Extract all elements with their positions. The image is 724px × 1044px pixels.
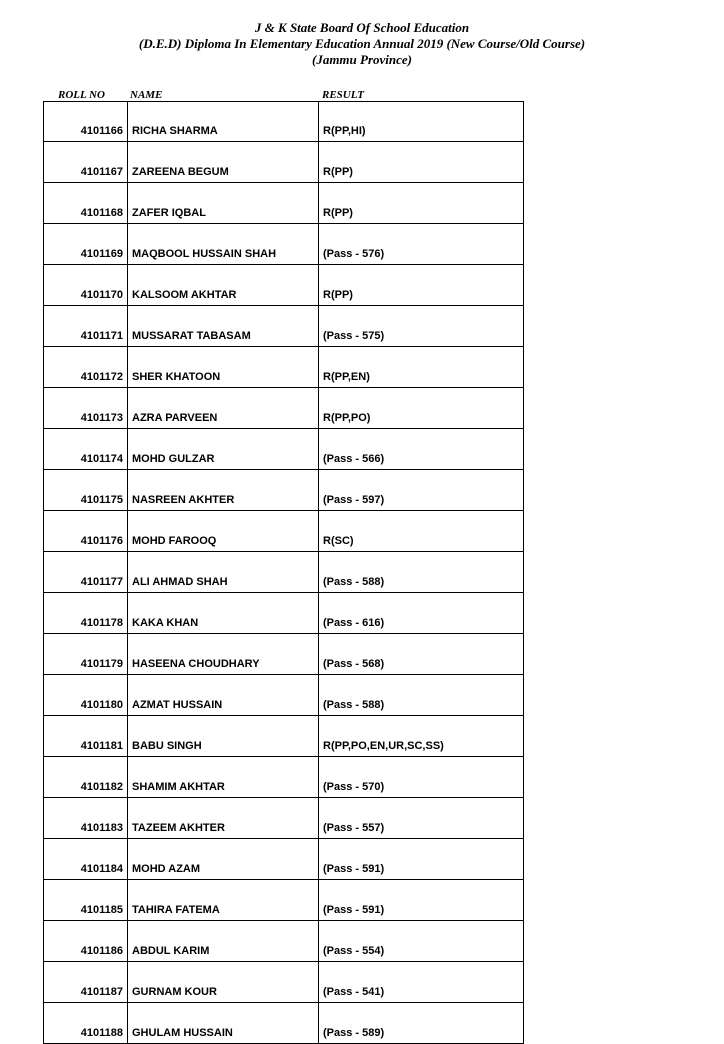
- result-cell: R(SC): [319, 511, 524, 552]
- roll-number-cell: 4101187: [44, 962, 128, 1003]
- table-row: [44, 101, 524, 142]
- document-header: [0, 20, 724, 68]
- roll-number-cell: 4101173: [44, 388, 128, 429]
- result-cell: (Pass - 588): [319, 552, 524, 593]
- roll-number-cell: 4101166: [44, 101, 128, 142]
- roll-number-cell: 4101178: [44, 593, 128, 634]
- student-name-cell: ABDUL KARIM: [128, 921, 319, 962]
- table-row: [44, 347, 524, 388]
- roll-number-cell: 4101177: [44, 552, 128, 593]
- result-cell: (Pass - 575): [319, 306, 524, 347]
- student-name-cell: GURNAM KOUR: [128, 962, 319, 1003]
- result-cell: R(PP,PO,EN,UR,SC,SS): [319, 716, 524, 757]
- table-row: [44, 675, 524, 716]
- roll-number-cell: 4101168: [44, 183, 128, 224]
- result-cell: R(PP): [319, 183, 524, 224]
- roll-number-cell: 4101170: [44, 265, 128, 306]
- result-cell: (Pass - 541): [319, 962, 524, 1003]
- result-cell: R(PP): [319, 265, 524, 306]
- column-header-roll-no: ROLL NO: [58, 89, 105, 101]
- student-name-cell: MOHD FAROOQ: [128, 511, 319, 552]
- province-title: (Jammu Province): [311, 52, 412, 67]
- table-row: [44, 798, 524, 839]
- table-row: [44, 306, 524, 347]
- student-name-cell: MOHD GULZAR: [128, 429, 319, 470]
- roll-number-cell: 4101188: [44, 1003, 128, 1044]
- table-row: [44, 552, 524, 593]
- table-row: [44, 634, 524, 675]
- table-row: [44, 921, 524, 962]
- roll-number-cell: 4101175: [44, 470, 128, 511]
- result-cell: (Pass - 576): [319, 224, 524, 265]
- table-row: [44, 1003, 524, 1044]
- table-row: [44, 265, 524, 306]
- roll-number-cell: 4101180: [44, 675, 128, 716]
- roll-number-cell: 4101181: [44, 716, 128, 757]
- student-name-cell: KAKA KHAN: [128, 593, 319, 634]
- student-name-cell: SHAMIM AKHTAR: [128, 757, 319, 798]
- table-row: [44, 962, 524, 1003]
- roll-number-cell: 4101183: [44, 798, 128, 839]
- result-cell: (Pass - 554): [319, 921, 524, 962]
- student-name-cell: NASREEN AKHTER: [128, 470, 319, 511]
- result-cell: (Pass - 568): [319, 634, 524, 675]
- roll-number-cell: 4101167: [44, 142, 128, 183]
- roll-number-cell: 4101176: [44, 511, 128, 552]
- table-row: [44, 716, 524, 757]
- table-row: [44, 839, 524, 880]
- column-header-result: RESULT: [322, 89, 364, 101]
- column-header-name: NAME: [130, 89, 163, 101]
- student-name-cell: TAZEEM AKHTER: [128, 798, 319, 839]
- result-cell: R(PP,PO): [319, 388, 524, 429]
- result-cell: R(PP,EN): [319, 347, 524, 388]
- results-table: [43, 101, 524, 1044]
- roll-number-cell: 4101171: [44, 306, 128, 347]
- table-row: [44, 593, 524, 634]
- roll-number-cell: 4101182: [44, 757, 128, 798]
- roll-number-cell: 4101172: [44, 347, 128, 388]
- exam-title: (D.E.D) Diploma In Elementary Education Annual 2019 (New Course/Old Course): [138, 36, 586, 51]
- result-cell: R(PP,HI): [319, 101, 524, 142]
- result-cell: (Pass - 588): [319, 675, 524, 716]
- student-name-cell: AZRA PARVEEN: [128, 388, 319, 429]
- student-name-cell: ZAFER IQBAL: [128, 183, 319, 224]
- student-name-cell: MUSSARAT TABASAM: [128, 306, 319, 347]
- roll-number-cell: 4101185: [44, 880, 128, 921]
- student-name-cell: SHER KHATOON: [128, 347, 319, 388]
- roll-number-cell: 4101186: [44, 921, 128, 962]
- student-name-cell: ZAREENA BEGUM: [128, 142, 319, 183]
- result-cell: (Pass - 597): [319, 470, 524, 511]
- result-cell: (Pass - 557): [319, 798, 524, 839]
- student-name-cell: KALSOOM AKHTAR: [128, 265, 319, 306]
- table-row: [44, 429, 524, 470]
- result-cell: (Pass - 591): [319, 880, 524, 921]
- student-name-cell: TAHIRA FATEMA: [128, 880, 319, 921]
- roll-number-cell: 4101174: [44, 429, 128, 470]
- result-cell: (Pass - 589): [319, 1003, 524, 1044]
- table-row: [44, 511, 524, 552]
- student-name-cell: AZMAT HUSSAIN: [128, 675, 319, 716]
- result-cell: (Pass - 591): [319, 839, 524, 880]
- result-cell: (Pass - 566): [319, 429, 524, 470]
- table-row: [44, 470, 524, 511]
- result-cell: R(PP): [319, 142, 524, 183]
- student-name-cell: BABU SINGH: [128, 716, 319, 757]
- results-table-body: [44, 101, 524, 1044]
- table-row: [44, 142, 524, 183]
- result-cell: (Pass - 570): [319, 757, 524, 798]
- student-name-cell: GHULAM HUSSAIN: [128, 1003, 319, 1044]
- student-name-cell: ALI AHMAD SHAH: [128, 552, 319, 593]
- student-name-cell: RICHA SHARMA: [128, 101, 319, 142]
- table-row: [44, 183, 524, 224]
- student-name-cell: MAQBOOL HUSSAIN SHAH: [128, 224, 319, 265]
- table-row: [44, 880, 524, 921]
- result-cell: (Pass - 616): [319, 593, 524, 634]
- board-title: J & K State Board Of School Education: [254, 20, 470, 35]
- table-row: [44, 757, 524, 798]
- student-name-cell: HASEENA CHOUDHARY: [128, 634, 319, 675]
- table-row: [44, 388, 524, 429]
- student-name-cell: MOHD AZAM: [128, 839, 319, 880]
- roll-number-cell: 4101169: [44, 224, 128, 265]
- roll-number-cell: 4101179: [44, 634, 128, 675]
- roll-number-cell: 4101184: [44, 839, 128, 880]
- table-row: [44, 224, 524, 265]
